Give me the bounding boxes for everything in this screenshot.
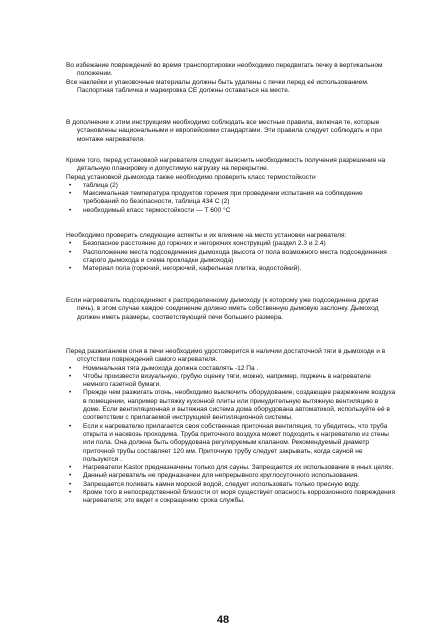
bullet-item: • Прежде чем разжигать огонь, необходимо выключить оборудование, создающее разрежение воздуха в помещении, например вытяжку кухонной плиты или принудительную вытяжную вентиляцию в доме. Если вентиляционная и вытяжная система дома оборудована автоматикой, используйте её в соответствии с прилагаемой инструкцией вентиляционной системы. — [66, 389, 396, 422]
bullet-item: • Чтобы произвести визуальную, грубую оценку тяги, можно, например, поджечь в нагревателе немного газетной бумаги. — [66, 373, 396, 390]
transport-paragraph — [66, 62, 396, 95]
bullet-item: • необходимый класс термостойкости — T 600 °C — [66, 207, 396, 215]
bullet-item: • Запрещается поливать камни морской водой, следует использовать только пресную воду. — [66, 481, 396, 489]
text-line: Во избежание повреждений во время транспортировки необходимо передвигать печку в вертикальном положении. — [66, 62, 383, 78]
bullet-item: • Нагреватели Kastor предназначены только для сауны. Запрещается их использование в иных целях. — [66, 464, 396, 472]
ignition-paragraph — [66, 348, 396, 506]
bullet-item: • Данный нагреватель не предназначен для непрерывного круглосуточного использования. — [66, 472, 396, 480]
bullet-item: • Материал пола (горючий, негорючий, кафельная плитка, водостойкий). — [66, 265, 396, 273]
local-rules-paragraph — [66, 119, 396, 144]
text-line: Кроме того, перед установкой нагревателя следует выяснить необходимость получения разрешения на детальную планировку и допустимую нагрузку на перекрытие. — [66, 157, 386, 173]
bullet-item: • Расположение места подсоединения дымохода (высота от пола возможного места подсоединения старого дымохода и схема прокладки дымохода) — [66, 249, 396, 266]
text-line: Все наклейки и упаковочные материалы должны быть удалены с печки перед её использованием. Паспортная табличка и маркировка CE должны оставаться на месте. — [66, 78, 369, 94]
bullet-item: • Максимальная температура продуктов горения при проведении испытания на соблюдение требований по безопасности, таблица 434 C (2) — [66, 190, 396, 207]
bullet-item: • Кроме того в непосредственной близости от моря существует опасность коррозионного повреждения нагревателя; это ведет к сокращению срока службы. — [66, 489, 396, 506]
text-line: Если нагреватель подсоединяют к распределенному дымоходу (к которому уже подсоединена другая печь), в этом случае каждое соединение должно иметь собственную дымовую заслонку. Дымоход должен иметь размеры, соответствующий печи большего размера. — [66, 297, 379, 321]
text-line: Необходимо проверить следующие аспекты и их влияние на место установки нагревателя: — [66, 232, 347, 239]
text-line: Перед разжиганием огня в печи необходимо удостоверится в наличии достаточной тяги в дымоходе и в отсутствии повреждений самого нагревателя. — [66, 348, 386, 364]
bullet-item: • Если к нагревателю прилагается своя собственная приточная вентиляция, то убедитесь, что трубa открыта и насквозь проходима. Труба приточного воздуха может подходить к нагревателю из стены или пола. Она должна быть оборудована регулируемым клапаном. Рекомендуемый диаметр приточной трубы составляет 120 мм. Приточную трубу следует закрывать, когда сауной не пользуются . — [66, 423, 396, 464]
page-number: 48 — [216, 614, 230, 626]
chimney-check-paragraph — [66, 157, 396, 215]
installation-aspects-paragraph — [66, 232, 396, 273]
text-line: Перед установкой дымохода также необходимо проверить класс термостойкости — [66, 173, 316, 181]
bullet-item: • Безопасное расстояние до горючих и негорючих конструкций (раздел 2.3 и 2.4) — [66, 240, 396, 248]
bullet-item: • таблица (2) — [66, 182, 396, 190]
shared-chimney-paragraph — [66, 297, 396, 322]
bullet-item: • Номинальная тяга дымохода должна составлять -12 Па . — [66, 365, 396, 373]
text-line: В дополнение к этим инструкциям необходимо соблюдать все местные правила, включая те, которые установлены национальными и европейскими стандартами. Эти правила следует соблюдать и при монтаже нагревателя. — [66, 119, 382, 143]
